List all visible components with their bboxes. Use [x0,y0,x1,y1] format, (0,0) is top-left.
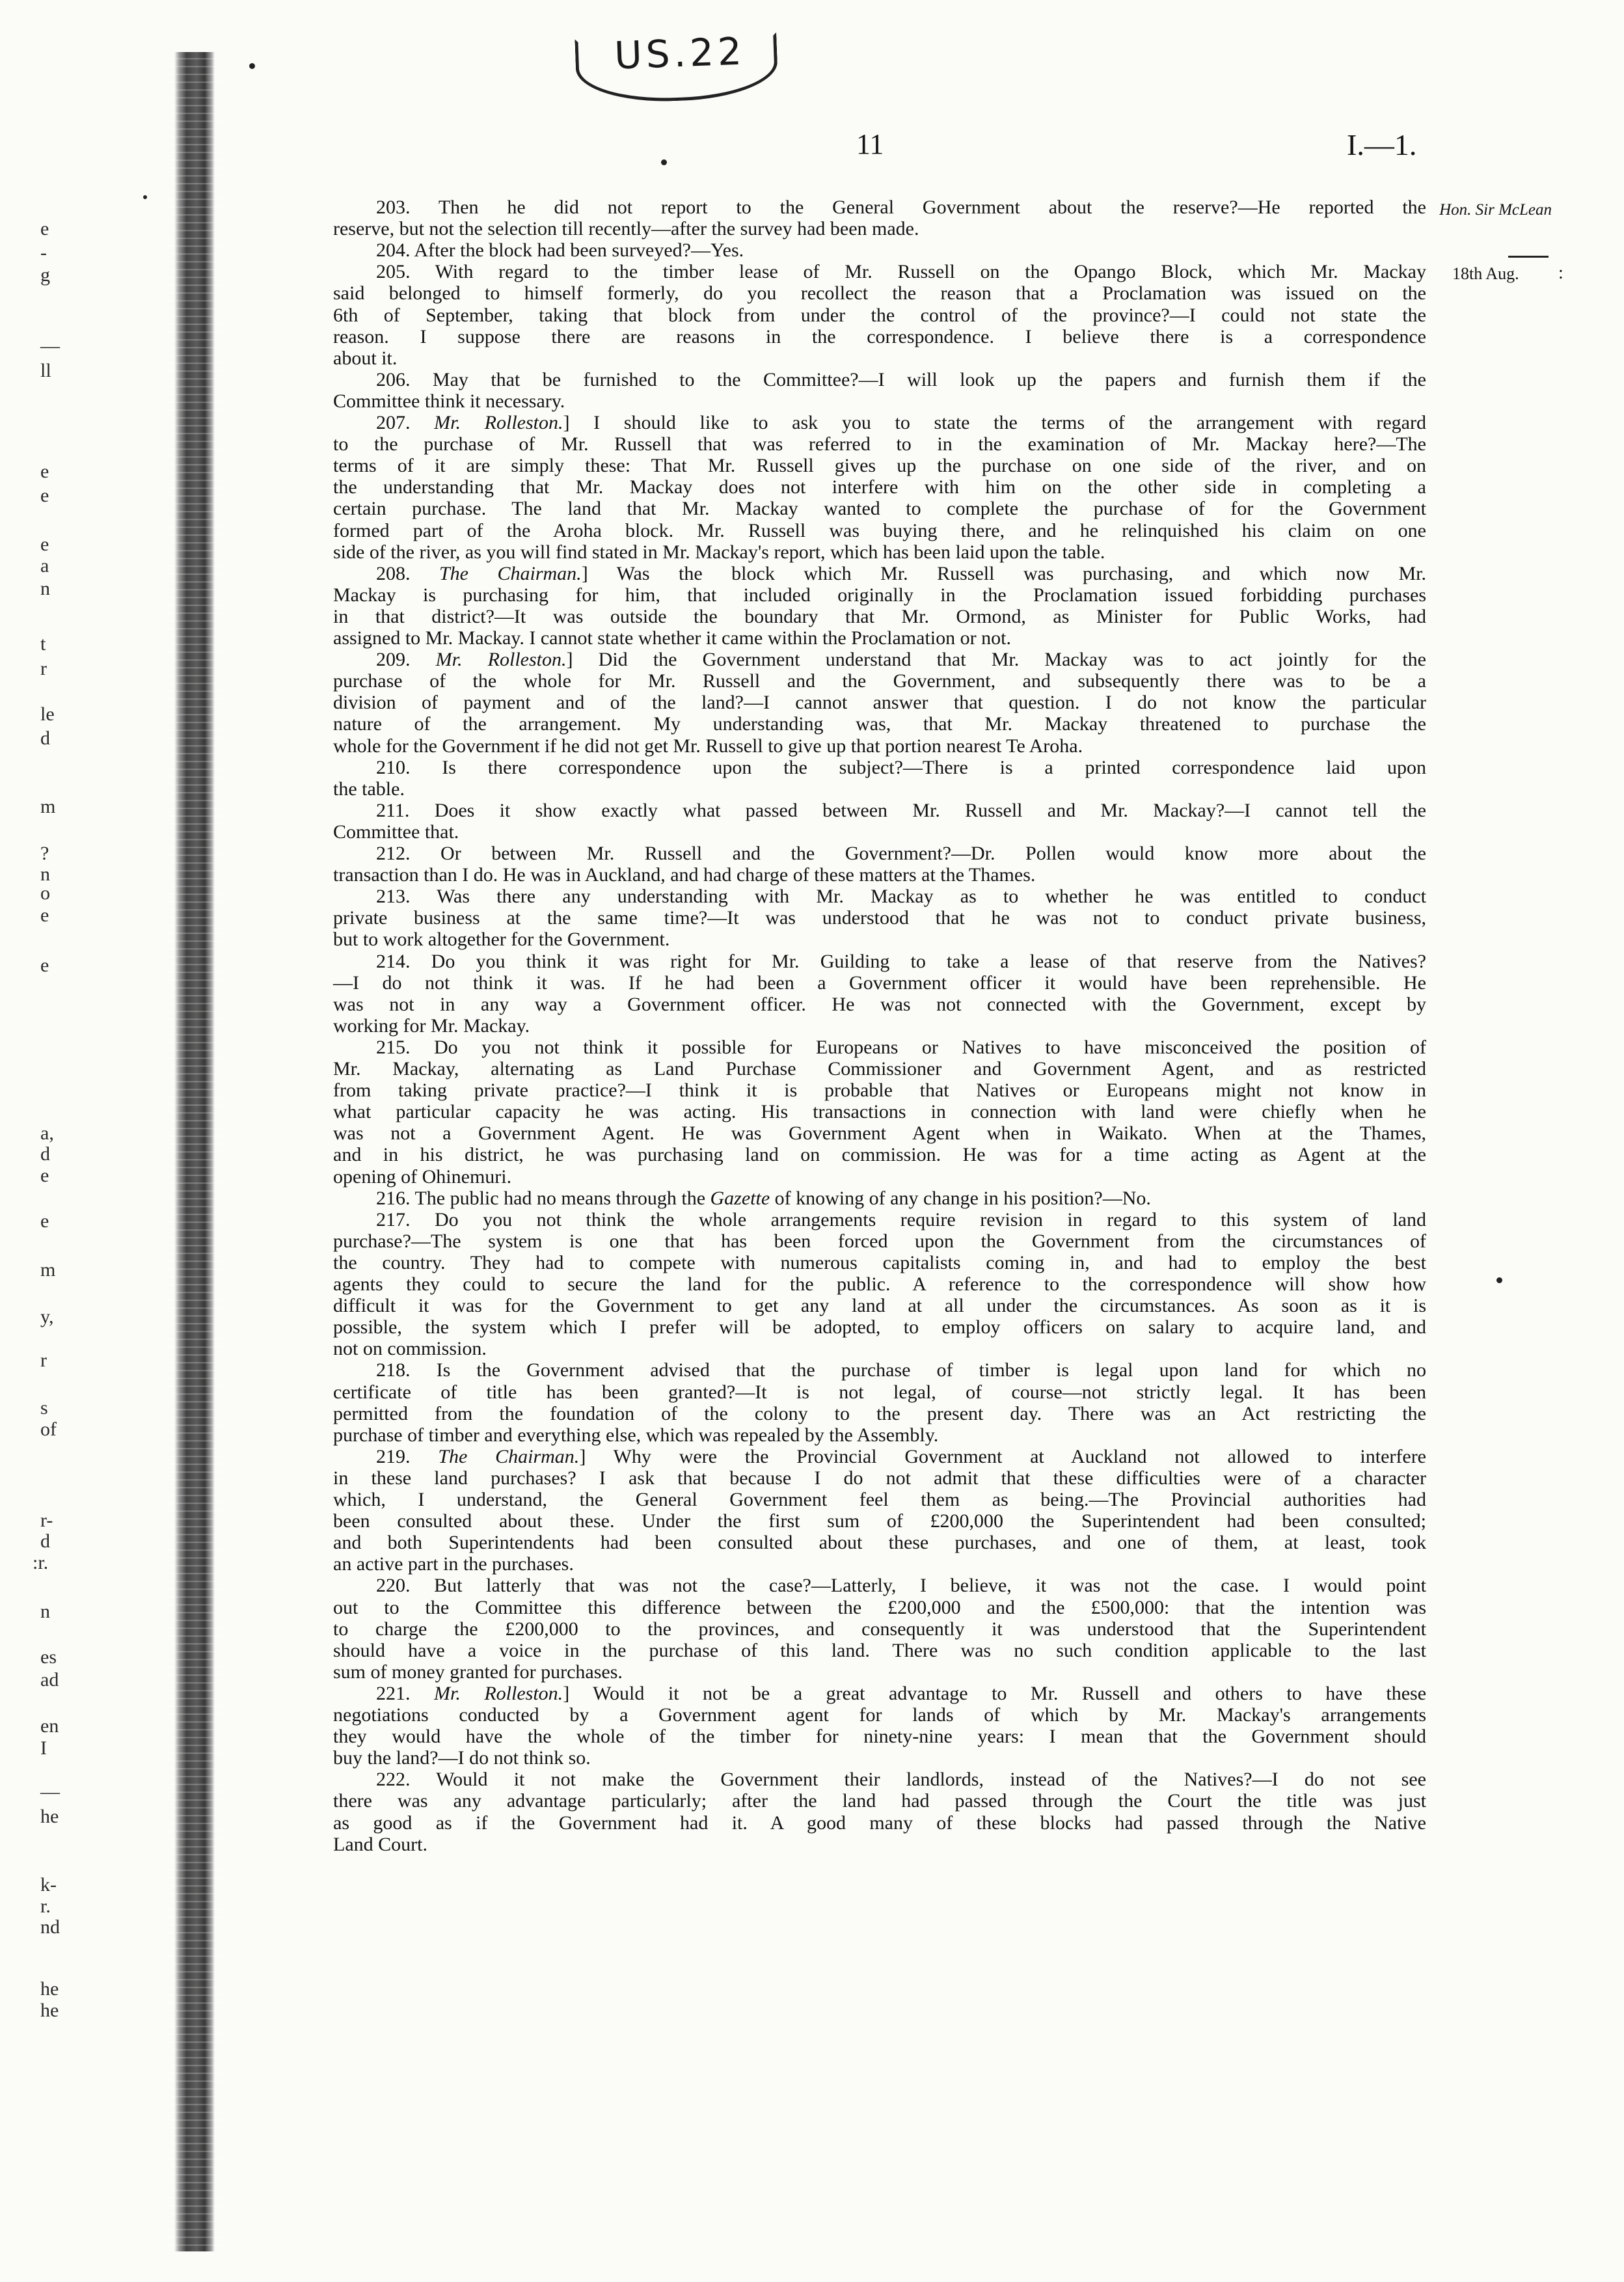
text-line: terms of it are simply these: That Mr. Russell gives up the purchase on one side of the river, and on [333,455,1426,476]
adjacent-page-fragment: e [40,534,49,555]
text-line: negotiations conducted by a Government agent for lands of which by Mr. Mackay's arrangements [333,1704,1426,1726]
adjacent-page-fragment: t [40,633,46,655]
text-line: an active part in the purchases. [333,1553,574,1575]
adjacent-page-fragment: m [40,796,56,817]
text-line: assigned to Mr. Mackay. I cannot state whether it came within the Proclamation or not. [333,627,1011,649]
adjacent-page-fragment: o [40,882,50,904]
text-line: nature of the arrangement. My understanding was, that Mr. Mackay threatened to purchase the [333,713,1426,735]
text-line: to the purchase of Mr. Russell that was referred to in the examination of Mr. Mackay here?—The [333,433,1426,455]
adjacent-page-fragment: n [40,1601,50,1622]
adjacent-page-fragment: r- [40,1510,53,1531]
text-line: 217. Do you not think the whole arrangements require revision in regard to this system of land [376,1209,1426,1230]
text-line: reason. I suppose there are reasons in the correspondence. I believe there is a correspondence [333,326,1426,347]
text-line: but to work altogether for the Government. [333,929,670,950]
margin-date: 18th Aug. [1452,264,1519,283]
margin-rule [1508,256,1549,258]
text-line: been consulted about these. Under the first sum of £200,000 the Superintendent had been consulted; [333,1510,1426,1532]
adjacent-page-fragment: e [40,955,49,976]
adjacent-page-fragment: e [40,1210,49,1232]
adjacent-page-fragment: es [40,1646,57,1668]
text-line: and both Superintendents had been consulted about these purchases, and one of them, at least, took [333,1532,1426,1553]
adjacent-page-fragments [0,0,78,2282]
adjacent-page-fragment: n [40,863,50,885]
text-line: sum of money granted for purchases. [333,1661,623,1683]
text-line: 221. Mr. Rolleston.] Would it not be a great advantage to Mr. Russell and others to have these [376,1683,1427,1704]
adjacent-page-fragment: k- [40,1874,57,1895]
text-line: 207. Mr. Rolleston.] I should like to ask you to state the terms of the arrangement with regard [376,412,1426,433]
adjacent-page-fragment: s [40,1397,48,1419]
adjacent-page-fragment: — [40,335,60,357]
text-line: should have a voice in the purchase of this land. There was no such condition applicable to the last [333,1640,1426,1661]
adjacent-page-fragment: en [40,1715,59,1737]
text-line: transaction than I do. He was in Auckland, and had charge of these matters at the Thames. [333,864,1036,886]
text-line: buy the land?—I do not think so. [333,1747,591,1769]
text-line: purchase of timber and everything else, which was repealed by the Assembly. [333,1424,939,1446]
adjacent-page-fragment: — [40,1781,60,1802]
text-line: there was any advantage particularly; after the land had passed through the Court the title was just [333,1790,1426,1812]
text-line: 213. Was there any understanding with Mr. Mackay as to whether he was entitled to conduct [376,886,1426,907]
adjacent-page-fragment: a, [40,1122,54,1144]
text-line: 206. May that be furnished to the Committee?—I will look up the papers and furnish them if the [376,369,1426,390]
adjacent-page-fragment: of [40,1419,57,1440]
text-line: whole for the Government if he did not get Mr. Russell to give up that portion nearest Te Aroha. [333,735,1083,757]
text-line: about it. [333,347,398,369]
adjacent-page-fragment: r [40,1350,47,1371]
text-line: possible, the system which I prefer will be adopted, to employ officers on salary to acquire land, and [333,1316,1426,1338]
text-line: in that district?—It was outside the boundary that Mr. Ormond, as Minister for Public Works, had [333,606,1426,627]
adjacent-page-fragment: he [40,1806,59,1827]
margin-speaker-name: Hon. Sir McLean [1439,201,1552,219]
adjacent-page-fragment: d [40,1143,50,1165]
text-line: in these land purchases? I ask that because I do not admit that these difficulties were of a character [333,1467,1426,1489]
text-line: —I do not think it was. If he had been a Government officer it would have been reprehensible. He [333,972,1426,994]
text-line: the understanding that Mr. Mackay does not interfere with him on the other side in completing a [333,476,1426,498]
adjacent-page-fragment: - [40,242,47,264]
text-line: agents they could to secure the land for the public. A reference to the correspondence will show how [333,1273,1426,1295]
text-line: certain purchase. The land that Mr. Mackay wanted to complete the purchase of for the Government [333,498,1426,519]
text-line: Committee that. [333,821,459,843]
text-line: purchase of the whole for Mr. Russell and the Government, and subsequently there was to be a [333,670,1426,692]
text-line: 214. Do you think it was right for Mr. Guilding to take a lease of that reserve from the Natives? [376,951,1426,972]
text-line: as good as if the Government had it. A good many of these blocks had passed through the Native [333,1812,1426,1834]
text-line: opening of Ohinemuri. [333,1166,512,1188]
text-line: 215. Do you not think it possible for Europeans or Natives to have misconceived the position of [376,1037,1426,1058]
text-line: purchase?—The system is one that has been forced upon the Government from the circumstances of [333,1230,1426,1252]
adjacent-page-fragment: e [40,461,49,482]
text-line: 219. The Chairman.] Why were the Provincial Government at Auckland not allowed to interfere [376,1446,1426,1467]
text-line: they would have the whole of the timber for ninety-nine years: I mean that the Government should [333,1726,1426,1747]
adjacent-page-fragment: ad [40,1669,59,1691]
adjacent-page-fragment: he [40,1978,59,2000]
text-line: Land Court. [333,1834,427,1855]
text-line: 222. Would it not make the Government their landlords, instead of the Natives?—I do not see [376,1769,1426,1790]
speck-mark [661,159,667,165]
text-line: 211. Does it show exactly what passed between Mr. Russell and Mr. Mackay?—I cannot tell the [376,800,1426,821]
text-line: was not in any way a Government officer. He was not connected with the Government, except by [333,994,1426,1015]
text-line: 220. But latterly that was not the case?—Latterly, I believe, it was not the case. I would point [376,1575,1426,1596]
text-line: difficult it was for the Government to get any land at all under the circumstances. As soon as it is [333,1295,1426,1316]
binding-texture [166,52,224,2251]
text-line: was not a Government Agent. He was Government Agent when in Waikato. When at the Thames, [333,1122,1426,1144]
text-line: said belonged to himself formerly, do you recollect the reason that a Proclamation was issued on the [333,282,1426,304]
adjacent-page-fragment: m [40,1259,56,1281]
margin-date-mark: : [1558,263,1563,283]
text-line: 208. The Chairman.] Was the block which Mr. Russell was purchasing, and which now Mr. [376,563,1427,584]
text-line: 205. With regard to the timber lease of Mr. Russell on the Opango Block, which Mr. Mackay [376,261,1426,282]
text-line: 216. The public had no means through the Gazette of knowing of any change in his position?—No. [376,1188,1151,1209]
text-line: 203. Then he did not report to the General Government about the reserve?—He reported the [376,197,1426,218]
adjacent-page-fragment: le [40,703,55,725]
text-line: 204. After the block had been surveyed?—Yes. [376,239,744,261]
speck-mark [143,195,147,199]
paper-code: I.—1. [1347,128,1417,161]
text-line: formed part of the Aroha block. Mr. Russell was buying there, and he relinquished his claim on one [333,520,1426,541]
text-line: and in his district, he was purchasing land on commission. He was for a time acting as Agent at the [333,1144,1426,1165]
page-number: 11 [856,128,884,160]
text-line: reserve, but not the selection till recently—after the survey had been made. [333,218,919,239]
text-line: 209. Mr. Rolleston.] Did the Government understand that Mr. Mackay was to act jointly for the [376,649,1426,670]
text-line: side of the river, as you will find stated in Mr. Mackay's report, which has been laid upon the table. [333,541,1105,563]
text-line: working for Mr. Mackay. [333,1015,530,1037]
text-line: the country. They had to compete with numerous capitalists coming in, and had to employ the best [333,1252,1426,1273]
adjacent-page-fragment: e [40,218,49,239]
text-line: Committee think it necessary. [333,390,565,412]
text-line: the table. [333,778,405,800]
text-line: division of payment and of the land?—I cannot answer that question. I do not know the particular [333,692,1426,713]
speck-mark [1496,1277,1502,1283]
text-line: what particular capacity he was acting. His transactions in connection with land were chiefly when he [333,1101,1426,1122]
adjacent-page-fragment: a [40,555,49,577]
text-line: 218. Is the Government advised that the purchase of timber is legal upon land for which no [376,1359,1426,1381]
text-line: out to the Committee this difference between the £200,000 and the £500,000: that the intention was [333,1597,1426,1618]
adjacent-page-fragment: I [40,1737,47,1759]
text-line: permitted from the foundation of the colony to the present day. There was an Act restricting the [333,1403,1426,1424]
text-line: 6th of September, taking that block from under the control of the province?—I could not state the [333,305,1426,326]
adjacent-page-fragment: r. [40,1895,51,1917]
text-line: Mackay is purchasing for him, that included originally in the Proclamation issued forbidding purchases [333,584,1426,606]
text-line: private business at the same time?—It was understood that he was not to conduct private business, [333,907,1426,929]
adjacent-page-fragment: d [40,1530,50,1552]
text-line: 212. Or between Mr. Russell and the Government?—Dr. Pollen would know more about the [376,843,1426,864]
text-line: to charge the £200,000 to the provinces, and consequently it was understood that the Superintendent [333,1618,1426,1640]
adjacent-page-fragment: y, [40,1306,54,1327]
text-line: which, I understand, the General Government feel them as being.—The Provincial authorities had [333,1489,1426,1510]
speck-mark [249,63,255,69]
adjacent-page-fragment: g [40,264,50,286]
adjacent-page-fragment: e [40,904,49,926]
adjacent-page-fragment: d [40,727,50,749]
text-line: 210. Is there correspondence upon the subject?—There is a printed correspondence laid upon [376,757,1426,778]
text-line: from taking private practice?—I think it is probable that Natives or Europeans might not know in [333,1080,1426,1101]
adjacent-page-fragment: e [40,485,49,506]
adjacent-page-fragment: nd [40,1916,60,1938]
adjacent-page-fragment: e [40,1165,49,1186]
text-line: Mr. Mackay, alternating as Land Purchase Commissioner and Government Agent, and as restricted [333,1058,1426,1080]
text-line: not on commission. [333,1338,487,1359]
adjacent-page-fragment: ll [40,360,51,381]
adjacent-page-fragment: :r. [33,1552,49,1573]
adjacent-page-fragment: he [40,2000,59,2021]
adjacent-page-fragment: ? [40,843,49,864]
adjacent-page-fragment: n [40,578,50,599]
text-line: certificate of title has been granted?—It is not legal, of course—not strictly legal. It has been [333,1381,1426,1403]
handwritten-stamp-text: US.22 [614,29,746,78]
adjacent-page-fragment: r [40,658,47,679]
